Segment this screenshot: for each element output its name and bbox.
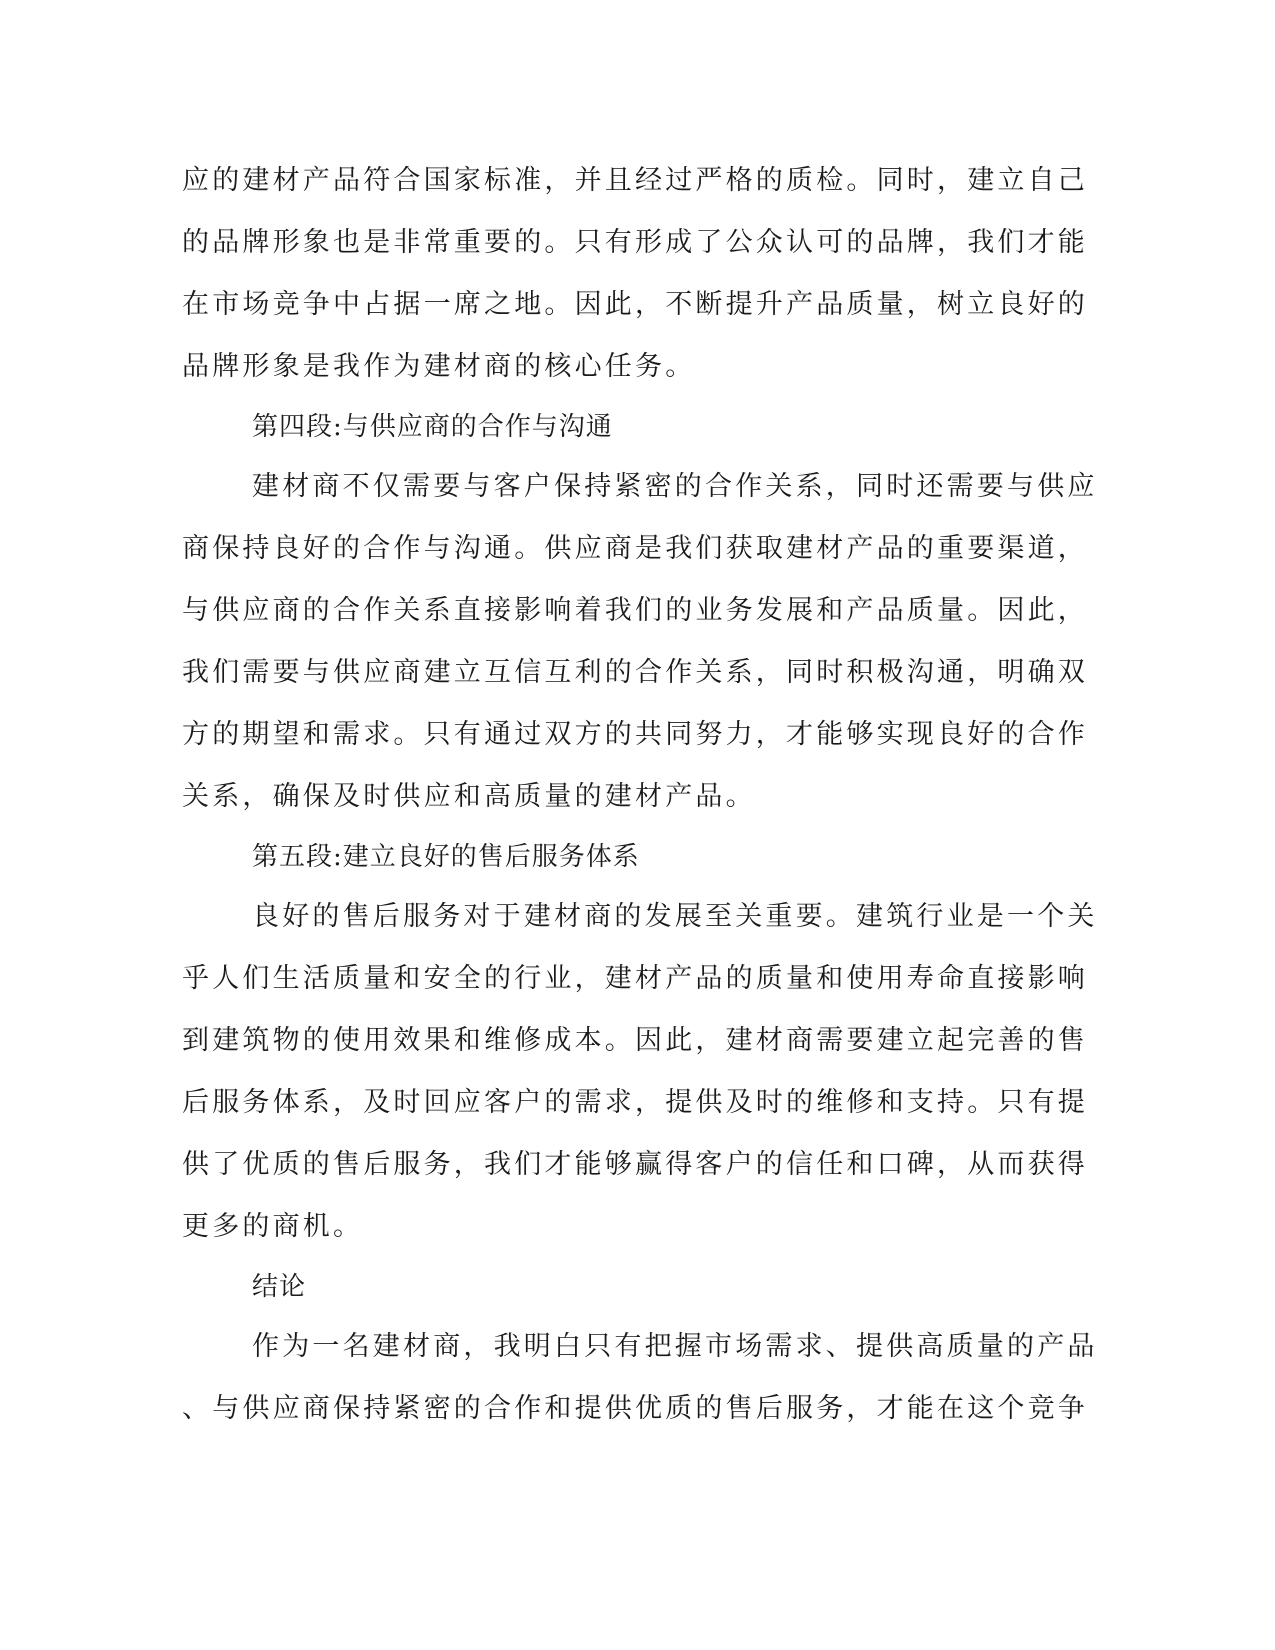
paragraph-line: 乎人们生活质量和安全的行业，建材产品的质量和使用寿命直接影响 — [182, 963, 1088, 994]
section-heading-conclusion: 结论 — [252, 1272, 307, 1302]
paragraph-line: 与供应商的合作关系直接影响着我们的业务发展和产品质量。因此， — [182, 595, 1088, 626]
paragraph-supplier-cooperation — [182, 456, 1098, 828]
paragraph-line: 的品牌形象也是非常重要的。只有形成了公众认可的品牌，我们才能 — [182, 227, 1088, 258]
document-page — [182, 150, 1098, 1440]
paragraph-line: 在市场竞争中占据一席之地。因此，不断提升产品质量，树立良好的 — [182, 289, 1088, 320]
paragraph-line: 品牌形象是我作为建材商的核心任务。 — [182, 351, 696, 382]
paragraph-line: 到建筑物的使用效果和维修成本。因此，建材商需要建立起完善的售 — [182, 1025, 1088, 1056]
paragraph-line: 关系，确保及时供应和高质量的建材产品。 — [182, 781, 756, 812]
paragraph-line: 建材商不仅需要与客户保持紧密的合作关系，同时还需要与供应 — [252, 471, 1098, 502]
section-heading-4: 第四段:与供应商的合作与沟通 — [252, 412, 613, 442]
paragraph-line: 应的建材产品符合国家标准，并且经过严格的质检。同时，建立自己 — [182, 165, 1088, 196]
paragraph-line: 良好的售后服务对于建材商的发展至关重要。建筑行业是一个关 — [252, 901, 1098, 932]
paragraph-after-sales-service — [182, 886, 1098, 1258]
paragraph-line: 供了优质的售后服务，我们才能够赢得客户的信任和口碑，从而获得 — [182, 1149, 1088, 1180]
paragraph-line: 商保持良好的合作与沟通。供应商是我们获取建材产品的重要渠道， — [182, 533, 1088, 564]
paragraph-line: 后服务体系，及时回应客户的需求，提供及时的维修和支持。只有提 — [182, 1087, 1088, 1118]
paragraph-line: 方的期望和需求。只有通过双方的共同努力，才能够实现良好的合作 — [182, 719, 1088, 750]
section-heading-5: 第五段:建立良好的售后服务体系 — [252, 842, 640, 872]
paragraph-conclusion — [182, 1316, 1098, 1440]
paragraph-line: 作为一名建材商，我明白只有把握市场需求、提供高质量的产品 — [252, 1331, 1098, 1362]
paragraph-brand-quality — [182, 150, 1088, 398]
paragraph-line: 、与供应商保持紧密的合作和提供优质的售后服务，才能在这个竞争 — [182, 1393, 1088, 1424]
paragraph-line: 更多的商机。 — [182, 1211, 364, 1242]
paragraph-line: 我们需要与供应商建立互信互利的合作关系，同时积极沟通，明确双 — [182, 657, 1088, 688]
